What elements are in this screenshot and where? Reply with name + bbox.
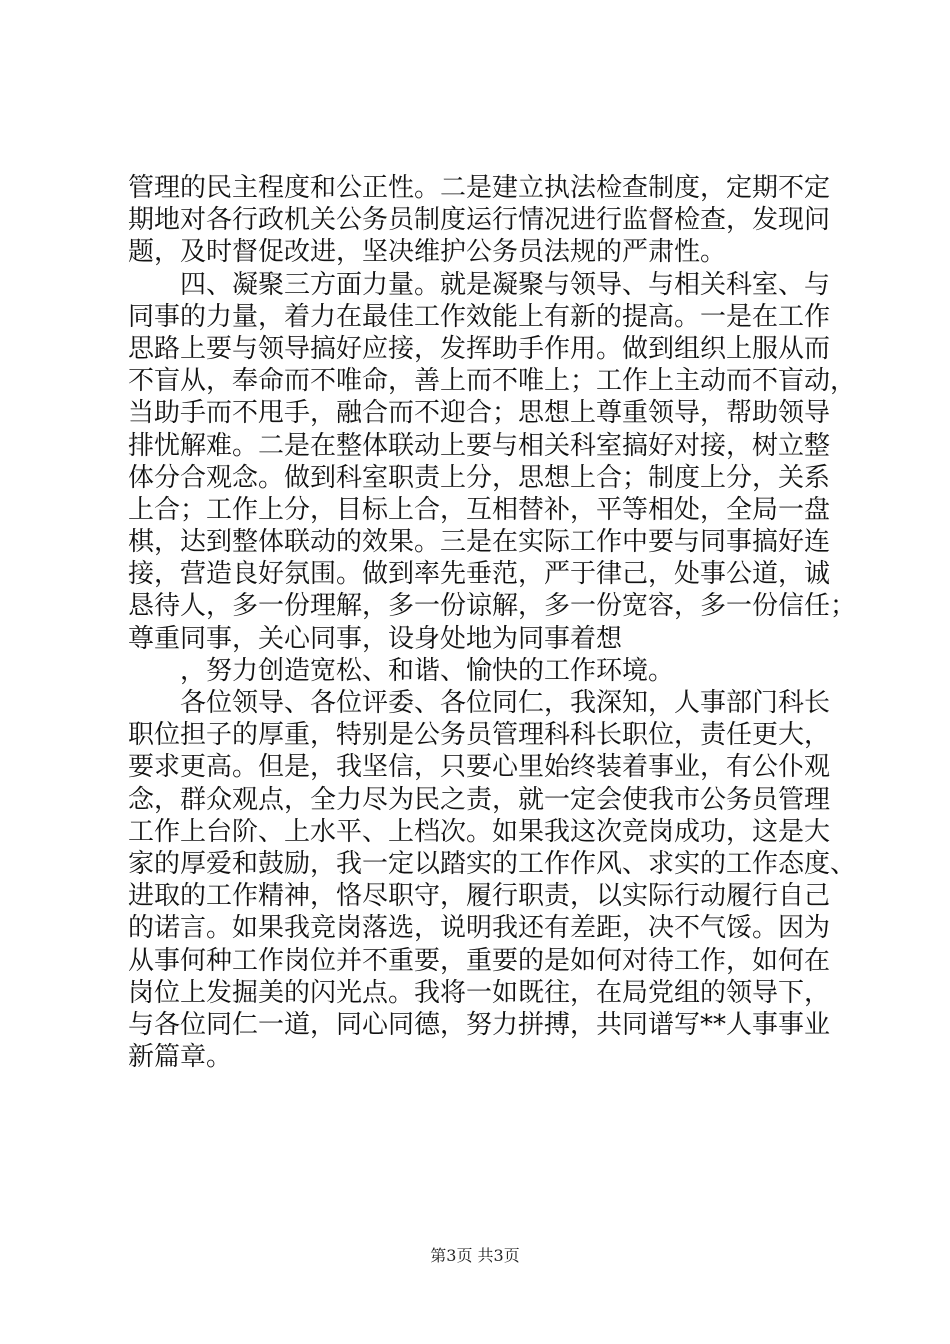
text-line: 进取的工作精神，恪尽职守，履行职责，以实际行动履行自己 — [128, 881, 831, 912]
text-line: 四、凝聚三方面力量。就是凝聚与领导、与相关科室、与 — [180, 269, 831, 300]
text-line: 排忧解难。二是在整体联动上要与相关科室搞好对接，树立整 — [128, 430, 831, 461]
text-line: 上合；工作上分，目标上合，互相替补，平等相处，全局一盘 — [128, 494, 831, 525]
text-line: 的诺言。如果我竞岗落选，说明我还有差距，决不气馁。因为 — [128, 913, 831, 944]
text-line: 接，营造良好氛围。做到率先垂范，严于律己，处事公道，诚 — [128, 559, 831, 590]
text-line: 棋，达到整体联动的效果。三是在实际工作中要与同事搞好连 — [128, 527, 831, 558]
text-line: 恳待人，多一份理解，多一份谅解，多一份宽容，多一份信任； — [128, 591, 857, 622]
body-text — [128, 172, 857, 1073]
text-line: 期地对各行政机关公务员制度运行情况进行监督检查，发现问 — [128, 205, 831, 236]
text-line: 工作上台阶、上水平、上档次。如果我这次竞岗成功，这是大 — [128, 816, 831, 847]
text-line: 当助手而不甩手，融合而不迎合；思想上尊重领导，帮助领导 — [128, 398, 831, 429]
text-line: 从事何种工作岗位并不重要，重要的是如何对待工作，如何在 — [128, 945, 831, 976]
text-line: 体分合观念。做到科室职责上分，思想上合；制度上分，关系 — [128, 462, 831, 493]
text-line: 念，群众观点，全力尽为民之责，就一定会使我市公务员管理 — [128, 784, 831, 815]
text-line: 新篇章。 — [128, 1042, 233, 1073]
text-line: ，努力创造宽松、和谐、愉快的工作环境。 — [180, 655, 675, 686]
page-footer: 第3页 共3页 — [430, 1246, 520, 1265]
text-line: 职位担子的厚重，特别是公务员管理科科长职位，责任更大， — [128, 720, 831, 751]
text-line: 尊重同事，关心同事，设身处地为同事着想 — [128, 623, 623, 654]
text-line: 管理的民主程度和公正性。二是建立执法检查制度，定期不定 — [128, 173, 831, 203]
text-line: 不盲从，奉命而不唯命，善上而不唯上；工作上主动而不盲动， — [128, 366, 857, 397]
text-line: 题，及时督促改进，坚决维护公务员法规的严肃性。 — [128, 237, 727, 268]
text-line: 思路上要与领导搞好应接，发挥助手作用。做到组织上服从而 — [128, 333, 831, 364]
text-line: 岗位上发掘美的闪光点。我将一如既往，在局党组的领导下， — [128, 977, 831, 1008]
text-line: 同事的力量，着力在最佳工作效能上有新的提高。一是在工作 — [128, 301, 831, 332]
text-line: 家的厚爱和鼓励，我一定以踏实的工作作风、求实的工作态度、 — [128, 848, 857, 879]
text-line: 各位领导、各位评委、各位同仁，我深知，人事部门科长 — [180, 688, 831, 718]
text-line: 要求更高。但是，我坚信，只要心里始终装着事业，有公仆观 — [128, 752, 831, 783]
text-line: 与各位同仁一道，同心同德，努力拼搏，共同谱写**人事事业 — [128, 1009, 831, 1040]
